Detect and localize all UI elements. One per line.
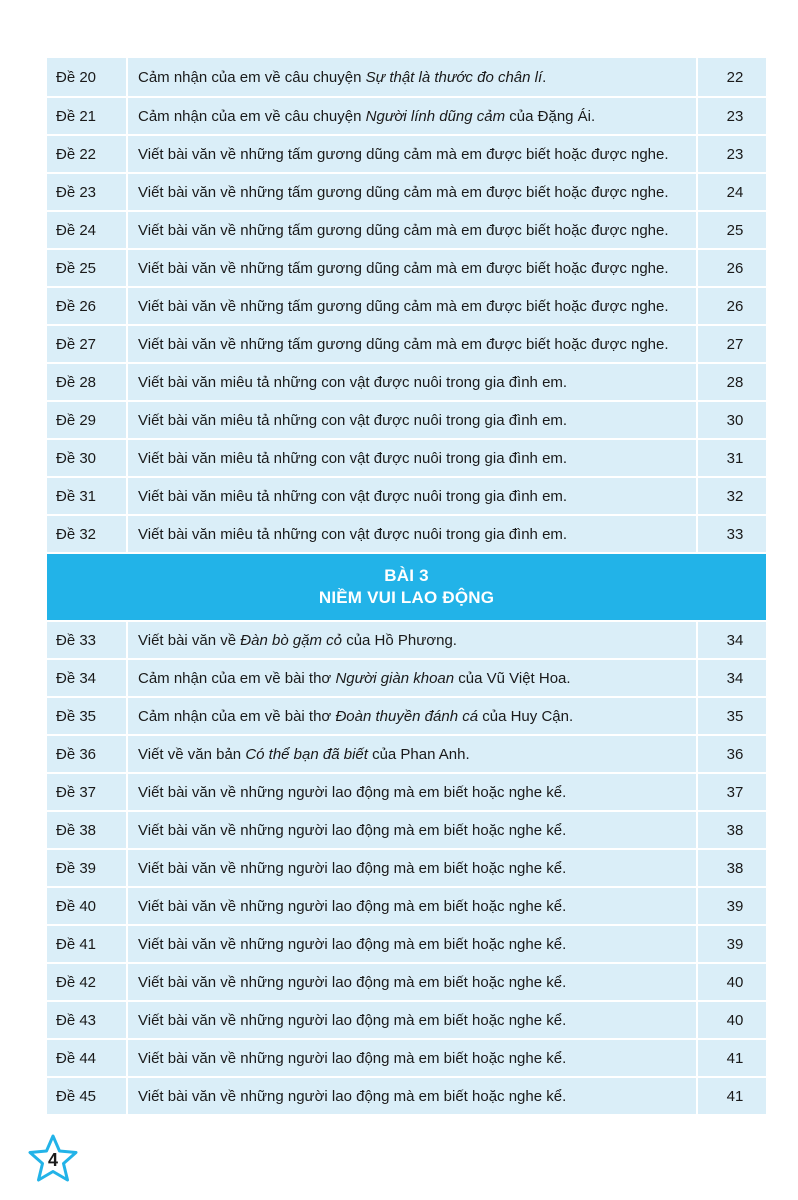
title-text: Viết bài văn về xyxy=(138,631,241,649)
exercise-title xyxy=(127,621,697,659)
title-text: Viết bài văn về những người lao động mà em biết hoặc nghe kể. xyxy=(138,935,567,953)
toc-row xyxy=(47,925,766,963)
exercise-title xyxy=(127,697,697,735)
section-header xyxy=(47,553,766,621)
title-text: Viết bài văn về những người lao động mà em biết hoặc nghe kể. xyxy=(138,821,567,839)
toc-row xyxy=(47,249,766,287)
exercise-title xyxy=(127,325,697,363)
toc-row xyxy=(47,363,766,401)
toc-row xyxy=(47,97,766,135)
exercise-label: Đề 41 xyxy=(47,925,127,963)
work-title-italic: Có thể bạn đã biết xyxy=(245,745,368,763)
title-text: Viết bài văn về những người lao động mà em biết hoặc nghe kể. xyxy=(138,1087,567,1105)
page-ref: 24 xyxy=(697,173,766,211)
toc-row xyxy=(47,211,766,249)
exercise-label: Đề 37 xyxy=(47,773,127,811)
exercise-title xyxy=(127,515,697,553)
work-title-italic: Người lính dũng cảm xyxy=(365,107,506,125)
work-title-italic: Người giàn khoan xyxy=(335,669,455,687)
title-text-end: của Phan Anh. xyxy=(367,745,470,763)
toc-row xyxy=(47,811,766,849)
toc-row xyxy=(47,477,766,515)
title-text: Viết bài văn về những người lao động mà em biết hoặc nghe kể. xyxy=(138,783,567,801)
title-text: Viết bài văn về những tấm gương dũng cảm mà em được biết hoặc được nghe. xyxy=(138,335,669,353)
page-ref: 32 xyxy=(697,477,766,515)
exercise-label: Đề 44 xyxy=(47,1039,127,1077)
toc-row xyxy=(47,325,766,363)
exercise-title xyxy=(127,849,697,887)
page-ref: 40 xyxy=(697,963,766,1001)
exercise-title xyxy=(127,401,697,439)
toc-row xyxy=(47,515,766,553)
toc-body xyxy=(47,58,766,1115)
exercise-label: Đề 38 xyxy=(47,811,127,849)
toc-row xyxy=(47,1001,766,1039)
title-text: Viết bài văn về những người lao động mà em biết hoặc nghe kể. xyxy=(138,1049,567,1067)
page-ref: 27 xyxy=(697,325,766,363)
title-text-end: của Đặng Ái. xyxy=(505,107,596,125)
title-text: Viết bài văn về những tấm gương dũng cảm mà em được biết hoặc được nghe. xyxy=(138,221,669,239)
toc-row xyxy=(47,287,766,325)
exercise-label: Đề 26 xyxy=(47,287,127,325)
exercise-label: Đề 23 xyxy=(47,173,127,211)
page-ref: 34 xyxy=(697,621,766,659)
exercise-title xyxy=(127,1039,697,1077)
section-number: BÀI 3 xyxy=(384,566,429,585)
title-text-end: . xyxy=(542,68,547,86)
title-text: Cảm nhận của em về câu chuyện xyxy=(138,107,366,125)
page-ref: 25 xyxy=(697,211,766,249)
title-text-end: của Hồ Phương. xyxy=(342,631,457,649)
exercise-label: Đề 42 xyxy=(47,963,127,1001)
title-text-end: của Vũ Việt Hoa. xyxy=(454,669,571,687)
page-ref: 38 xyxy=(697,811,766,849)
toc-row xyxy=(47,621,766,659)
toc-row xyxy=(47,849,766,887)
title-text: Viết bài văn về những tấm gương dũng cảm mà em được biết hoặc được nghe. xyxy=(138,297,669,315)
title-text: Viết về văn bản xyxy=(138,745,246,763)
page-ref: 23 xyxy=(697,135,766,173)
page-ref: 41 xyxy=(697,1077,766,1115)
exercise-label: Đề 45 xyxy=(47,1077,127,1115)
exercise-title xyxy=(127,811,697,849)
table-of-contents xyxy=(47,58,766,1116)
exercise-label: Đề 43 xyxy=(47,1001,127,1039)
toc-row xyxy=(47,135,766,173)
title-text: Viết bài văn miêu tả những con vật được nuôi trong gia đình em. xyxy=(138,373,568,391)
exercise-label: Đề 39 xyxy=(47,849,127,887)
exercise-label: Đề 34 xyxy=(47,659,127,697)
page-ref: 41 xyxy=(697,1039,766,1077)
toc-row xyxy=(47,773,766,811)
exercise-title xyxy=(127,173,697,211)
title-text: Viết bài văn miêu tả những con vật được nuôi trong gia đình em. xyxy=(138,449,568,467)
exercise-title xyxy=(127,659,697,697)
title-text: Viết bài văn về những tấm gương dũng cảm mà em được biết hoặc được nghe. xyxy=(138,259,669,277)
exercise-title xyxy=(127,477,697,515)
exercise-title xyxy=(127,363,697,401)
page-ref: 36 xyxy=(697,735,766,773)
title-text: Viết bài văn về những người lao động mà em biết hoặc nghe kể. xyxy=(138,1011,567,1029)
toc-row xyxy=(47,659,766,697)
exercise-title xyxy=(127,925,697,963)
exercise-label: Đề 29 xyxy=(47,401,127,439)
title-text: Viết bài văn về những người lao động mà em biết hoặc nghe kể. xyxy=(138,859,567,877)
page-number: 4 xyxy=(47,1150,58,1170)
page-ref: 30 xyxy=(697,401,766,439)
exercise-title xyxy=(127,287,697,325)
toc-row xyxy=(47,735,766,773)
exercise-label: Đề 22 xyxy=(47,135,127,173)
exercise-label: Đề 25 xyxy=(47,249,127,287)
toc-row xyxy=(47,1039,766,1077)
title-text: Viết bài văn miêu tả những con vật được nuôi trong gia đình em. xyxy=(138,487,568,505)
title-text: Viết bài văn về những tấm gương dũng cảm mà em được biết hoặc được nghe. xyxy=(138,183,669,201)
exercise-title xyxy=(127,1001,697,1039)
page-ref: 40 xyxy=(697,1001,766,1039)
page-ref: 39 xyxy=(697,887,766,925)
toc-row xyxy=(47,697,766,735)
work-title-italic: Sự thật là thước đo chân lí xyxy=(365,68,543,86)
exercise-title xyxy=(127,58,697,97)
page-ref: 28 xyxy=(697,363,766,401)
page-ref: 26 xyxy=(697,287,766,325)
exercise-title xyxy=(127,887,697,925)
toc-row xyxy=(47,401,766,439)
page-ref: 33 xyxy=(697,515,766,553)
page-ref: 22 xyxy=(697,58,766,97)
exercise-title xyxy=(127,1077,697,1115)
toc-row xyxy=(47,963,766,1001)
exercise-label: Đề 30 xyxy=(47,439,127,477)
page-ref: 38 xyxy=(697,849,766,887)
exercise-label: Đề 20 xyxy=(47,58,127,97)
title-text-end: của Huy Cận. xyxy=(478,707,574,725)
page-ref: 23 xyxy=(697,97,766,135)
page-ref: 39 xyxy=(697,925,766,963)
work-title-italic: Đàn bò gặm cỏ xyxy=(240,631,343,649)
title-text: Viết bài văn miêu tả những con vật được nuôi trong gia đình em. xyxy=(138,411,568,429)
page-ref: 35 xyxy=(697,697,766,735)
toc-row xyxy=(47,173,766,211)
title-text: Cảm nhận của em về câu chuyện xyxy=(138,68,366,86)
exercise-title xyxy=(127,211,697,249)
title-text: Viết bài văn về những tấm gương dũng cảm mà em được biết hoặc được nghe. xyxy=(138,145,669,163)
toc-row xyxy=(47,439,766,477)
title-text: Viết bài văn về những người lao động mà em biết hoặc nghe kể. xyxy=(138,973,567,991)
exercise-title xyxy=(127,439,697,477)
title-text: Viết bài văn về những người lao động mà em biết hoặc nghe kể. xyxy=(138,897,567,915)
exercise-label: Đề 24 xyxy=(47,211,127,249)
exercise-label: Đề 28 xyxy=(47,363,127,401)
exercise-title xyxy=(127,135,697,173)
page-ref: 34 xyxy=(697,659,766,697)
exercise-title xyxy=(127,97,697,135)
exercise-label: Đề 32 xyxy=(47,515,127,553)
exercise-title xyxy=(127,963,697,1001)
exercise-label: Đề 33 xyxy=(47,621,127,659)
toc-row xyxy=(47,1077,766,1115)
page-ref: 31 xyxy=(697,439,766,477)
work-title-italic: Đoàn thuyền đánh cá xyxy=(335,707,479,725)
exercise-label: Đề 31 xyxy=(47,477,127,515)
exercise-label: Đề 27 xyxy=(47,325,127,363)
page-ref: 37 xyxy=(697,773,766,811)
exercise-label: Đề 21 xyxy=(47,97,127,135)
title-text: Cảm nhận của em về bài thơ xyxy=(138,669,336,687)
exercise-label: Đề 35 xyxy=(47,697,127,735)
toc-row xyxy=(47,58,766,97)
toc-row xyxy=(47,887,766,925)
page-ref: 26 xyxy=(697,249,766,287)
section-title: NIỀM VUI LAO ĐỘNG xyxy=(318,588,495,607)
exercise-label: Đề 40 xyxy=(47,887,127,925)
exercise-title xyxy=(127,735,697,773)
exercise-title xyxy=(127,773,697,811)
title-text: Viết bài văn miêu tả những con vật được nuôi trong gia đình em. xyxy=(138,525,568,543)
exercise-title xyxy=(127,249,697,287)
title-text: Cảm nhận của em về bài thơ xyxy=(138,707,336,725)
exercise-label: Đề 36 xyxy=(47,735,127,773)
